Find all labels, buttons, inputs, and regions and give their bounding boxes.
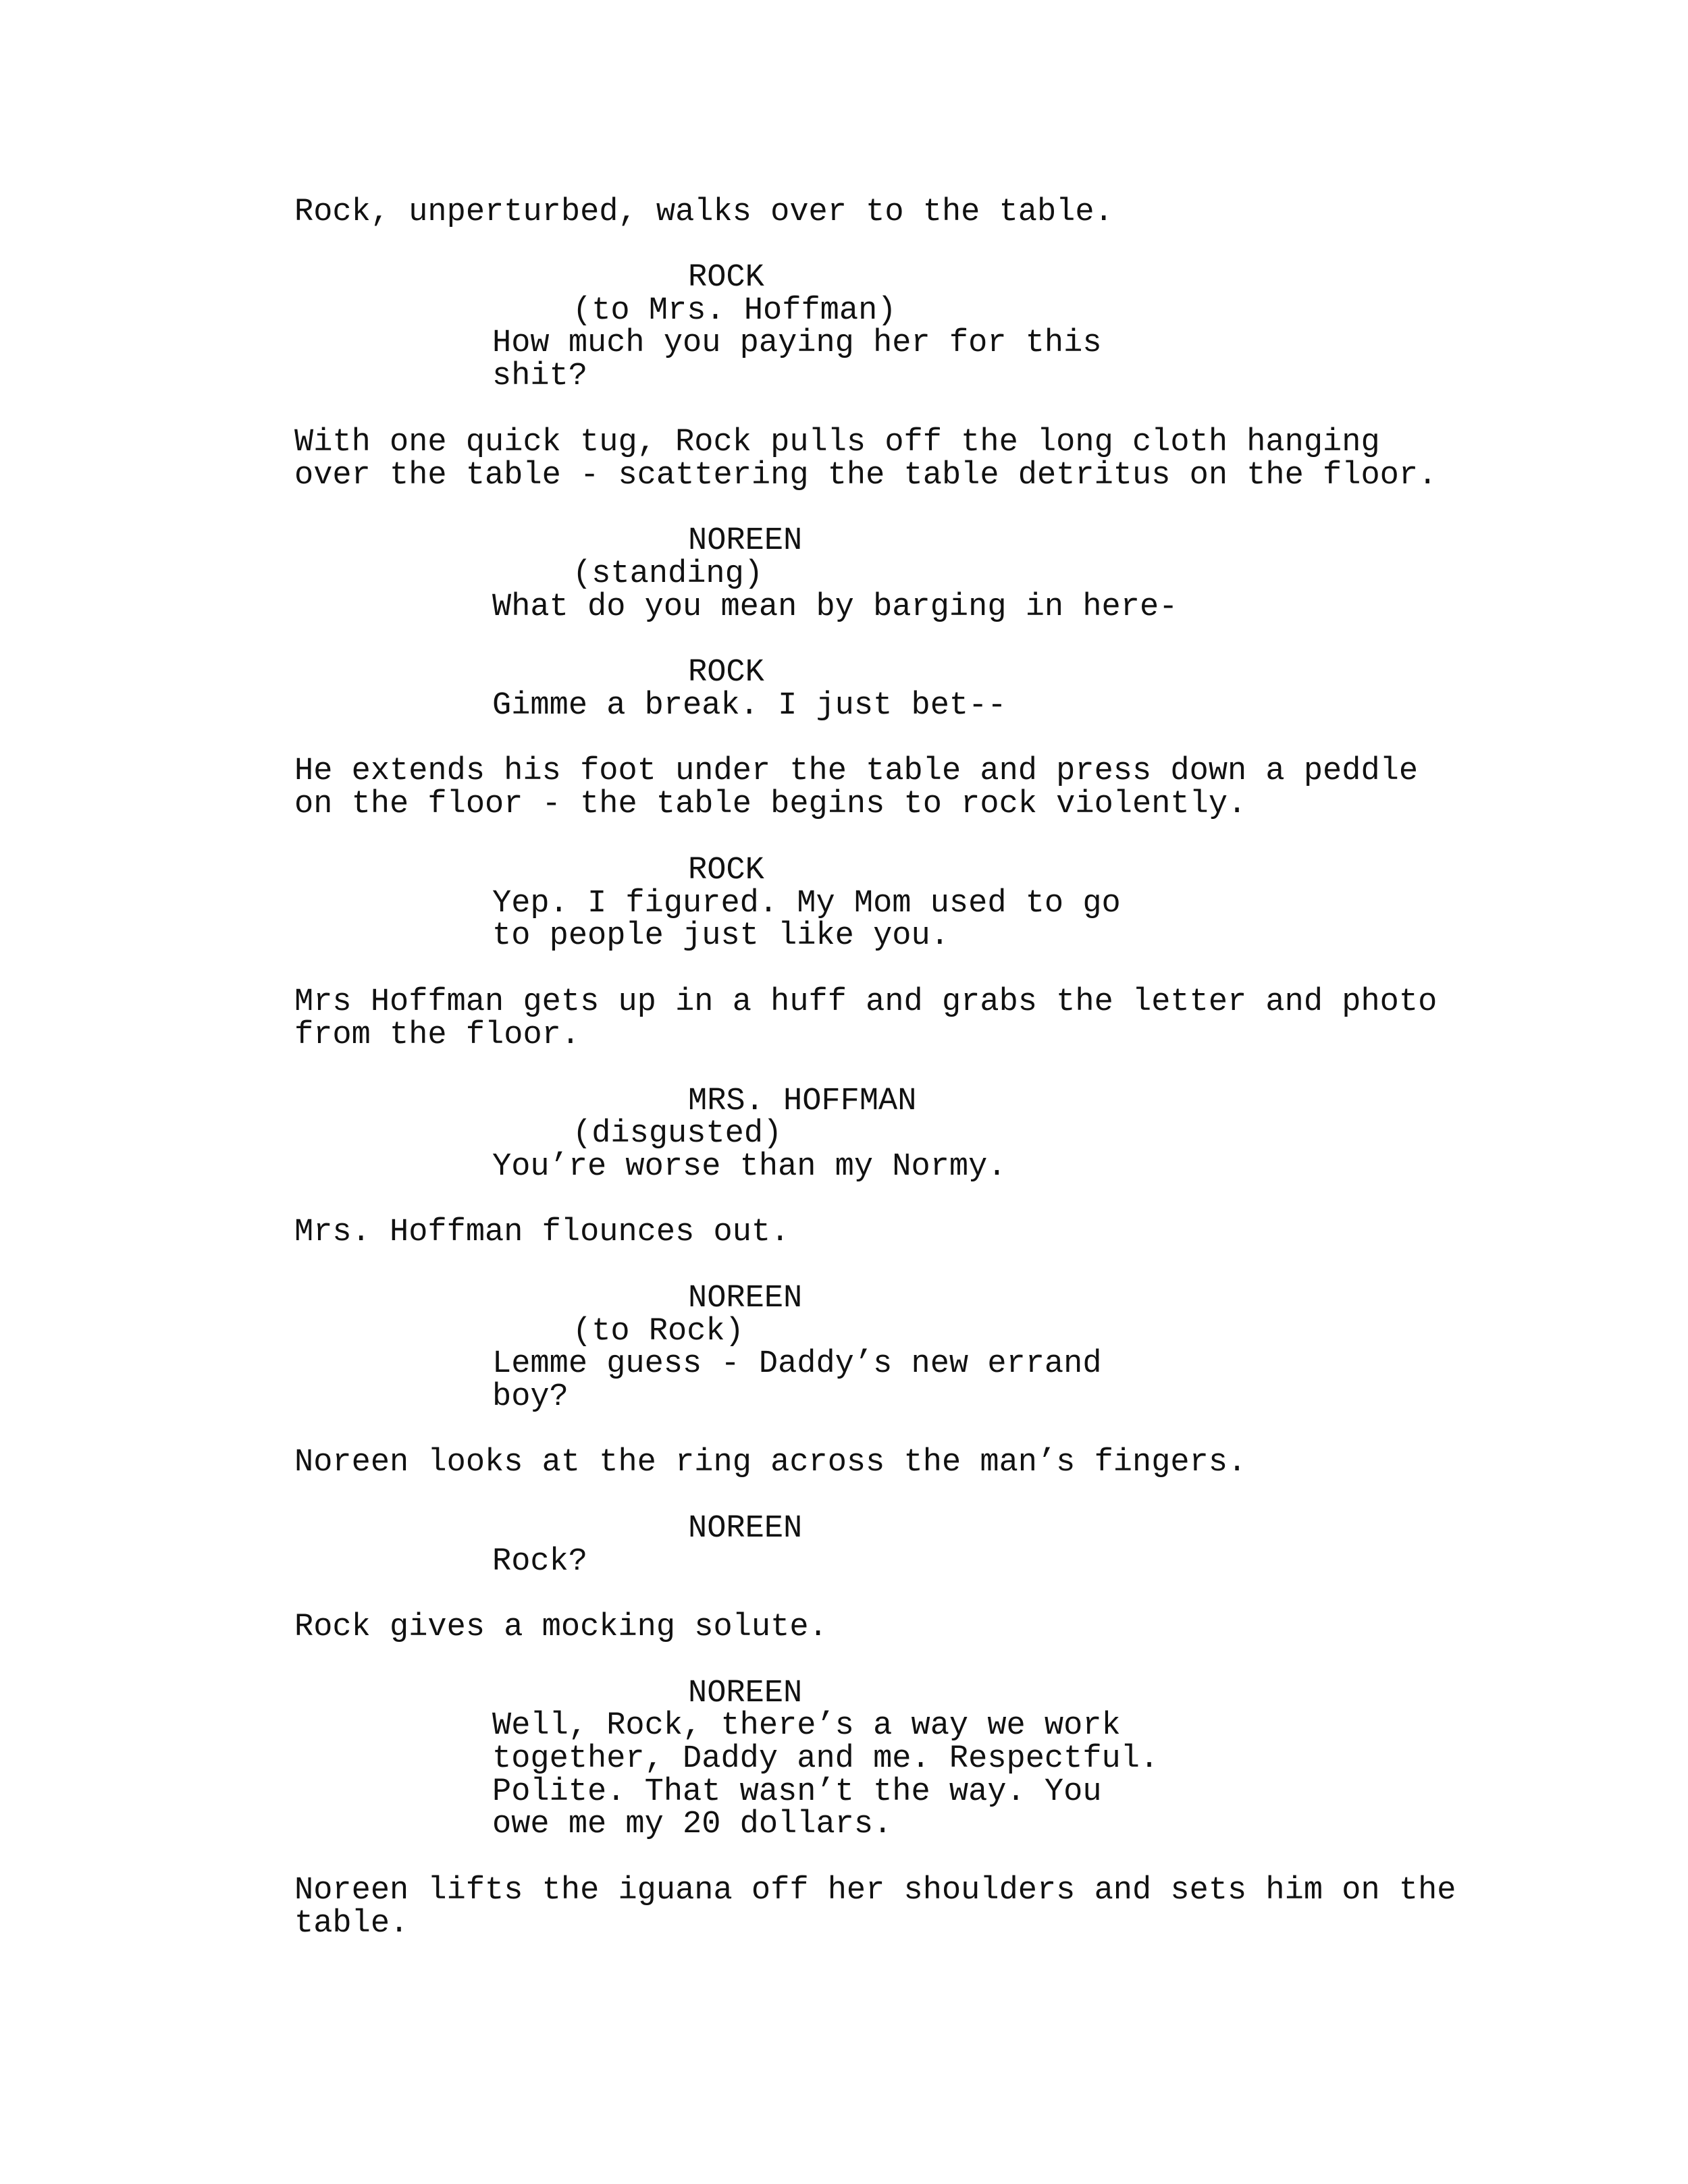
action-line: Rock, unperturbed, walks over to the table. [294, 194, 1113, 230]
character-cue: MRS. HOFFMAN [688, 1084, 917, 1119]
character-cue: ROCK [688, 853, 764, 888]
action-line: Mrs. Hoffman flounces out. [294, 1215, 790, 1250]
dialogue-line: Polite. That wasn’t the way. You [492, 1774, 1102, 1810]
dialogue-line: shit? [492, 358, 588, 394]
action-line: Mrs Hoffman gets up in a huff and grabs the letter and photo [294, 984, 1438, 1020]
dialogue-line: Lemme guess - Daddy’s new errand [492, 1346, 1102, 1382]
dialogue-line: What do you mean by barging in here- [492, 589, 1178, 625]
parenthetical: (disgusted) [573, 1116, 783, 1152]
dialogue-line: Rock? [492, 1544, 588, 1580]
character-cue: ROCK [688, 655, 764, 691]
character-cue: NOREEN [688, 523, 803, 559]
dialogue-line: together, Daddy and me. Respectful. [492, 1741, 1159, 1777]
action-line: on the floor - the table begins to rock violently. [294, 787, 1247, 822]
dialogue-line: boy? [492, 1379, 569, 1415]
dialogue-line: Well, Rock, there’s a way we work [492, 1708, 1121, 1744]
character-cue: ROCK [688, 260, 764, 296]
action-line: Noreen looks at the ring across the man’s fingers. [294, 1445, 1247, 1481]
action-line: Rock gives a mocking solute. [294, 1609, 828, 1645]
character-cue: NOREEN [688, 1676, 803, 1711]
action-line: table. [294, 1906, 409, 1942]
action-line: from the floor. [294, 1017, 581, 1053]
action-line: He extends his foot under the table and press down a peddle [294, 753, 1419, 789]
dialogue-line: You’re worse than my Normy. [492, 1149, 1007, 1185]
action-line: Noreen lifts the iguana off her shoulders and sets him on the [294, 1873, 1456, 1909]
character-cue: NOREEN [688, 1281, 803, 1316]
action-line: With one quick tug, Rock pulls off the long cloth hanging [294, 425, 1380, 460]
parenthetical: (to Rock) [573, 1314, 744, 1350]
action-line: over the table - scattering the table detritus on the floor. [294, 458, 1438, 494]
dialogue-line: Gimme a break. I just bet-- [492, 688, 1007, 724]
parenthetical: (to Mrs. Hoffman) [573, 293, 897, 329]
parenthetical: (standing) [573, 556, 764, 592]
character-cue: NOREEN [688, 1511, 803, 1547]
dialogue-line: How much you paying her for this [492, 325, 1102, 361]
dialogue-line: owe me my 20 dollars. [492, 1807, 893, 1842]
dialogue-line: to people just like you. [492, 918, 949, 954]
dialogue-line: Yep. I figured. My Mom used to go [492, 886, 1121, 922]
